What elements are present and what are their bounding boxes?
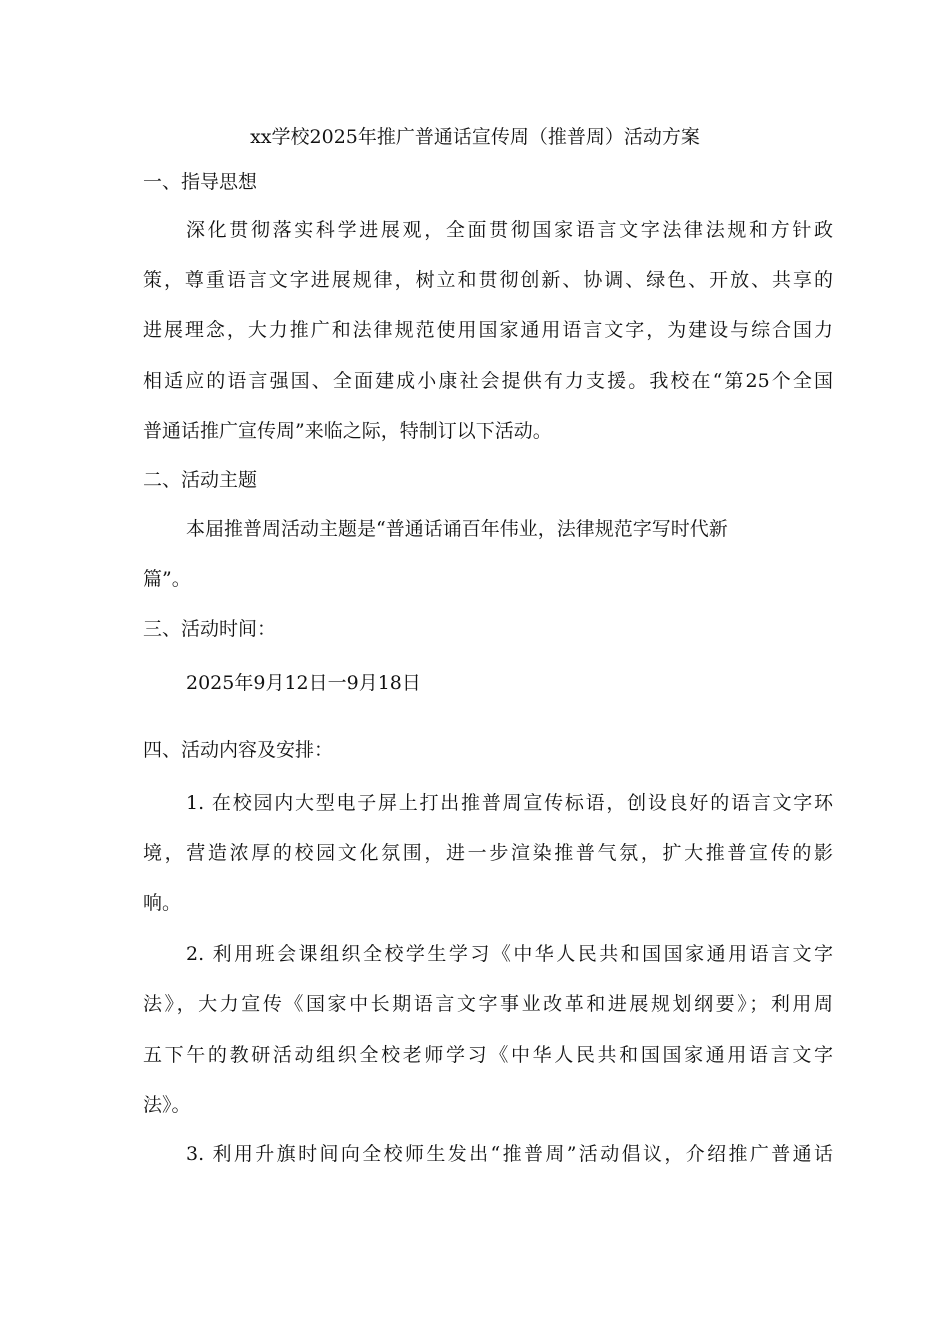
list-item-line: 2. 利用班会课组织全校学生学习《中华人民共和国国家通用语言文字 — [186, 943, 833, 965]
paragraph-line: 深化贯彻落实科学进展观，全面贯彻国家语言文字法律法规和方针政 — [186, 219, 833, 241]
list-item-line: 境，营造浓厚的校园文化氛围，进一步渲染推普气氛，扩大推普宣传的影 — [143, 842, 833, 864]
paragraph-line: 篇”。 — [143, 568, 191, 590]
section-heading-activity-theme: 二、活动主题 — [143, 469, 258, 491]
list-item-line: 3. 利用升旗时间向全校师生发出“推普周”活动倡议，介绍推广普通话 — [186, 1143, 833, 1165]
list-item-line: 五下午的教研活动组织全校老师学习《中华人民共和国国家通用语言文字 — [143, 1044, 833, 1066]
paragraph-line: 相适应的语言强国、全面建成小康社会提供有力支援。我校在“第25个全国 — [143, 370, 833, 392]
list-item-line: 法》。 — [143, 1094, 191, 1116]
document-title: xx学校2025年推广普通话宣传周（推普周）活动方案 — [250, 126, 700, 148]
section-heading-guiding-ideology: 一、指导思想 — [143, 171, 258, 193]
paragraph-line: 进展理念，大力推广和法律规范使用国家通用语言文字，为建设与综合国力 — [143, 319, 833, 341]
list-item-line: 法》，大力宣传《国家中长期语言文字事业改革和进展规划纲要》；利用周 — [143, 993, 833, 1015]
section-heading-activity-content: 四、活动内容及安排： — [143, 739, 334, 761]
section-heading-activity-time: 三、活动时间： — [143, 618, 277, 640]
activity-date-range: 2025年9月12日一9月18日 — [186, 672, 421, 694]
list-item-line: 1. 在校园内大型电子屏上打出推普周宣传标语，创设良好的语言文字环 — [186, 792, 833, 814]
paragraph-line: 本届推普周活动主题是“普通话诵百年伟业，法律规范字写时代新 — [186, 518, 728, 540]
paragraph-line: 策，尊重语言文字进展规律，树立和贯彻创新、协调、绿色、开放、共享的 — [143, 269, 833, 291]
paragraph-line: 普通话推广宣传周”来临之际，特制订以下活动。 — [143, 420, 552, 442]
list-item-line: 响。 — [143, 892, 182, 914]
